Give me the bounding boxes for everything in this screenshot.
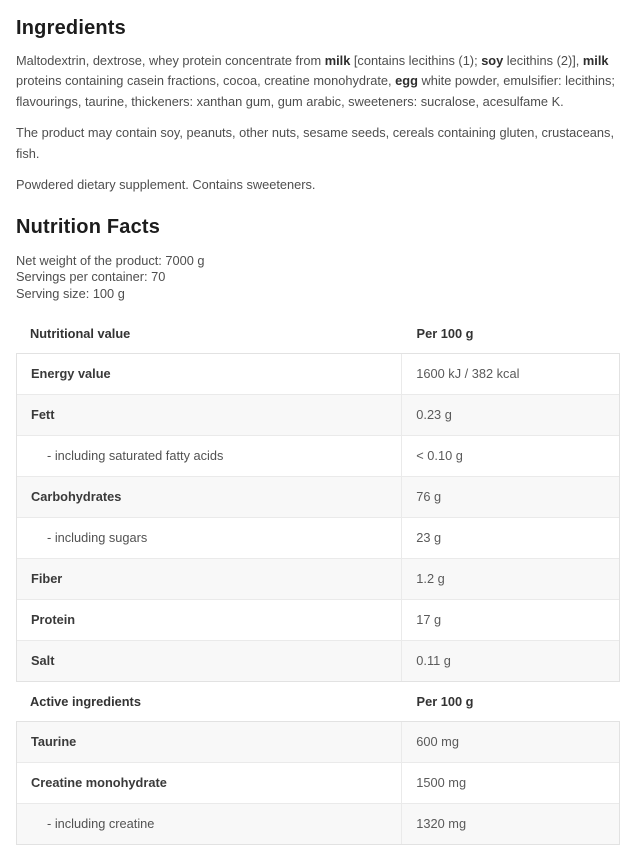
table-row [17,395,619,436]
table-header-label: Active ingredients [30,693,141,709]
row-value: 23 g [416,530,442,546]
row-value: 600 mg [416,734,459,750]
row-value: 0.11 g [416,653,451,669]
row-label: Taurine [17,722,402,762]
table-row [17,641,619,681]
nutrition-facts-heading: Nutrition Facts [16,215,161,238]
row-label: Fiber [17,559,402,599]
row-label: - including creatine [17,804,402,844]
table-row [17,436,619,477]
table-row [17,804,619,844]
may-contain-paragraph: The product may contain soy, peanuts, other nuts, sesame seeds, cereals containing gluten, crustaceans, fish. [16,125,614,161]
composition-text: proteins containing casein fractions, cocoa, creatine monohydrate, [16,73,396,89]
row-label: Energy value [17,354,402,394]
composition-text: Maltodextrin, dextrose, whey protein concentrate from [16,53,325,68]
active-ingredients-table [16,721,620,845]
row-value: 1320 mg [416,816,467,832]
table-row [17,518,619,559]
table-row [17,600,619,641]
allergen-emphasis: egg [395,73,418,89]
ingredients-heading: Ingredients [16,17,126,39]
row-label: Salt [17,641,402,681]
row-value: 1500 mg [416,775,467,791]
table-row [17,722,619,763]
serving-size-line: Serving size: 100 g [16,285,125,301]
composition-text: lecithins (2)], [503,53,583,68]
allergen-emphasis: milk [582,53,609,68]
nutritional-value-table-header [16,314,620,353]
row-label: Creatine monohydrate [17,763,402,803]
composition-text: [contains lecithins (1); [350,53,482,68]
active-ingredients-table-header [16,682,620,721]
row-value: 1600 kJ / 382 kcal [416,366,520,382]
table-header-amount: Per 100 g [416,325,474,341]
table-row [17,354,619,395]
nutritional-value-table [16,353,620,682]
table-header-label: Nutritional value [30,325,131,341]
row-value: 1.2 g [416,571,445,587]
supplement-note-paragraph: Powdered dietary supplement. Contains sweeteners. [16,177,316,193]
row-label: Protein [17,600,402,640]
row-label: Fett [17,395,402,435]
row-label: Carbohydrates [17,477,402,517]
table-header-amount: Per 100 g [416,693,474,709]
row-value: 0.23 g [416,407,452,423]
ingredients-composition-paragraph [16,51,620,112]
row-label: - including saturated fatty acids [17,436,402,476]
table-row [17,763,619,804]
row-value: < 0.10 g [416,448,463,464]
allergen-emphasis: milk [324,53,351,68]
allergen-emphasis: soy [481,53,504,68]
servings-per-container-line: Servings per container: 70 [16,269,166,285]
row-value: 17 g [416,612,442,628]
row-label: - including sugars [17,518,402,558]
table-row [17,559,619,600]
nutrition-section [16,216,620,845]
row-value: 76 g [416,489,442,505]
serving-info [16,253,620,302]
composition-text: white powder, emulsifier: lecithins; flavourings, taurine, thickeners: xanthan gum, gum arabic, sweeteners: sucralose, acesulfame K. [16,73,615,109]
ingredients-section [16,17,620,196]
table-row [17,477,619,518]
net-weight-line: Net weight of the product: 7000 g [16,252,205,268]
